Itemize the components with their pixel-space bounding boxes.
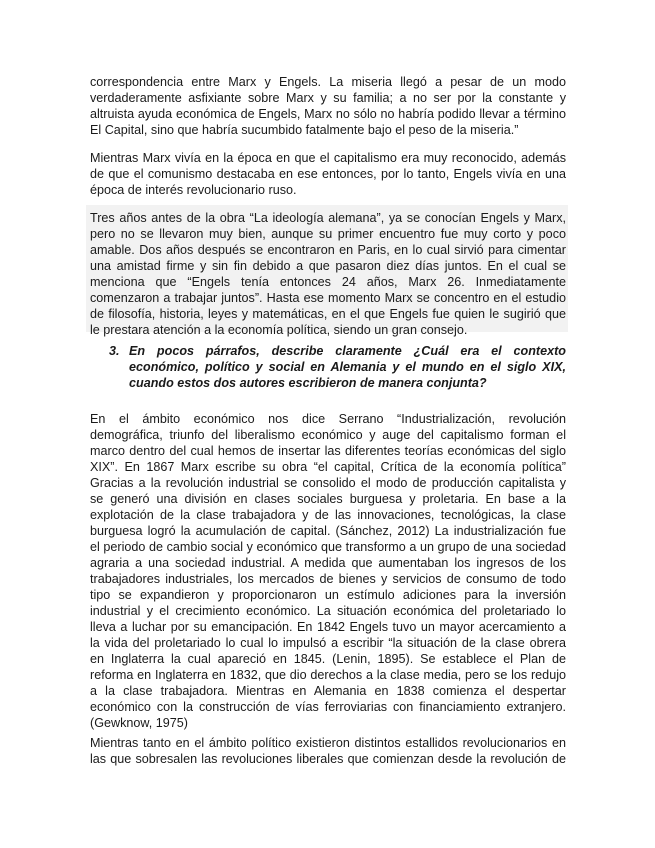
text-line: correspondencia entre Marx y Engels. La miseria llegó a pesar de un modo (90, 75, 566, 89)
text-line: explotación de la clase trabajadora y de las innovaciones, tecnológicas, la clase (90, 508, 566, 522)
text-line: agraria a una sociedad industrial. A medida que aumentaban los ingresos de los (90, 556, 566, 570)
text-line: burguesa logró la acumulación de capital. (Sánchez, 2012) La industrialización fue (90, 524, 566, 538)
text-line: demográfica, triunfo del liberalismo económico y auge del capitalismo forman el (90, 428, 566, 442)
text-line: las que sobresalen las revoluciones liberales que comienzan desde la revolución de (90, 752, 566, 766)
text-line: trabajadores industriales, los mercados de bienes y servicios de consumo de todo (90, 572, 566, 586)
paragraph-meeting-history (90, 210, 566, 338)
paragraph-political-context (90, 735, 566, 767)
text-line: una amistad firme y sin fin debido a que pasaron diez días juntos. En el cual se (90, 259, 566, 273)
text-line: marco dentro del cual hemos de insertar las diferentes teorías económicas del siglo (90, 444, 566, 458)
text-line: de que el comunismo destacaba en ese entonces, por lo tanto, Engels vivía en una (90, 167, 566, 181)
text-line: lleva a luchar por su emancipación. En 1842 Engels tuvo un mayor acercamiento a (90, 620, 566, 634)
text-line: reforma en Inglaterra en 1832, que dio derechos a la clase media, pero se los redujo (90, 668, 566, 682)
text-line: altruista ayuda económica de Engels, Marx no sólo no habría podido llevar a término (90, 107, 566, 121)
text-line: se generó una división en clases sociales burguesa y proletaria. En base a la (90, 492, 566, 506)
text-line: en Inglaterra la cual apareció en 1845. (Lenin, 1895). Se establece el Plan de (90, 652, 566, 666)
text-line: En el ámbito económico nos dice Serrano “Industrialización, revolución (90, 412, 566, 426)
paragraph-economic-context (90, 411, 566, 731)
text-line: El Capital, sino que habría sucumbido fatalmente bajo el peso de la miseria.” (90, 123, 519, 137)
text-line: Mientras Marx vivía en la época en que el capitalismo era muy reconocido, además (90, 151, 566, 165)
text-line: tipo se expandieron y proporcionaron un estímulo adiciones para la inversión (90, 588, 566, 602)
text-line: económico, político y social en Alemania y el mundo en el siglo XIX, (129, 360, 566, 374)
text-line: a la clase trabajadora. Mientras en Alemania en 1838 comienza el despertar (90, 684, 566, 698)
text-line: Gracias a la revolución industrial se consolido el modo de producción capitalista y (90, 476, 566, 490)
question-3 (109, 343, 566, 391)
text-line: económico con la construcción de vías ferroviarias con financiamiento extranjero. (90, 700, 566, 714)
text-line: comenzaron a trabajar juntos”. Hasta ese momento Marx se concentro en el estudio (90, 291, 566, 305)
text-line: Mientras tanto en el ámbito político existieron distintos estallidos revolucionarios en (90, 736, 566, 750)
text-line: época de interés revolucionario ruso. (90, 183, 297, 197)
text-line: verdaderamente asfixiante sobre Marx y su familia; a no ser por la constante y (90, 91, 566, 105)
text-line: el periodo de cambio social y económico que transformo a un grupo de una sociedad (90, 540, 566, 554)
text-line: de filosofía, historia, leyes y matemáticas, en el que Engels fue quien le sugirió que (90, 307, 566, 321)
text-line: amable. Dos años después se encontraron en Paris, en lo cual sirvió para cimentar (90, 243, 566, 257)
text-line: la vida del proletariado lo cual lo impulsó a escribir “la situación de la clase obrera (90, 636, 566, 650)
question-number: 3. (109, 344, 120, 358)
question-text (129, 343, 566, 391)
text-line: Tres años antes de la obra “La ideología alemana”, ya se conocían Engels y Marx, (90, 211, 566, 225)
paragraph-capitalism-era (90, 150, 566, 198)
text-line: menciona que “Engels tenía entonces 24 años, Marx 26. Inmediatamente (90, 275, 566, 289)
text-line: cuando estos dos autores escribieron de manera conjunta? (129, 376, 487, 390)
paragraph-marx-engels-correspondence (90, 74, 566, 138)
text-line: pero no se llevaron muy bien, aunque su primer encuentro fue muy corto y poco (90, 227, 566, 241)
text-line: En pocos párrafos, describe claramente ¿Cuál era el contexto (129, 344, 566, 358)
text-line: XIX”. En 1867 Marx escribe su obra “el capital, Crítica de la economía política” (90, 460, 566, 474)
text-line: le prestara atención a la economía política, siendo un gran consejo. (90, 323, 468, 337)
text-line: industrial y el crecimiento económico. La situación económica del proletariado lo (90, 604, 566, 618)
text-line: (Gewknow, 1975) (90, 716, 189, 730)
